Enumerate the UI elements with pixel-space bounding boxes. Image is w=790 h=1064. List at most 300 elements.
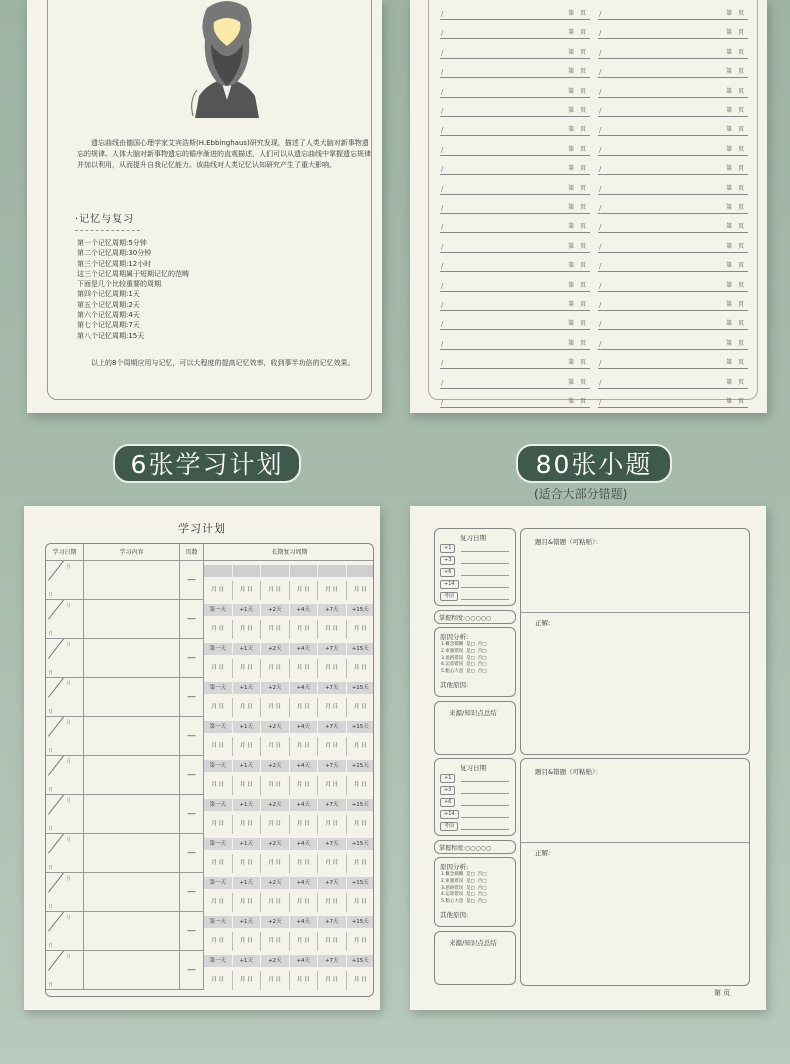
period-item: 第四个记忆周期:1天: [77, 290, 140, 299]
line-rule: [598, 252, 748, 253]
line-rule: [440, 19, 590, 20]
index-line: [440, 21, 590, 39]
cycle-cell: 第一天: [204, 877, 233, 889]
blank-cell: [290, 565, 319, 577]
slash-mark: /: [599, 242, 602, 251]
index-line: [440, 235, 590, 253]
line-rule: [440, 97, 590, 98]
review-date-row: [204, 620, 374, 640]
month-day-cell: 月 日: [204, 776, 233, 796]
month-label: 月: [66, 876, 72, 882]
month-day-cell: 月 日: [347, 815, 375, 835]
index-line: [598, 21, 748, 39]
month-day-cell: 月 日: [318, 854, 347, 874]
cycle-cell: +7天: [318, 799, 347, 811]
date-divider: [48, 951, 78, 971]
cycle-cell: +4天: [290, 799, 319, 811]
month-day-cell: 月 日: [233, 815, 262, 835]
month-day-cell: 月 日: [347, 932, 375, 952]
month-day-cell: 月 日: [261, 854, 290, 874]
cycle-cell: +7天: [318, 955, 347, 967]
index-line: [440, 118, 590, 136]
chip-line: [461, 793, 509, 794]
line-rule: [598, 349, 748, 350]
index-line: [598, 390, 748, 408]
index-line: [598, 371, 748, 389]
slash-mark: /: [599, 301, 602, 309]
period-item: 下面是几个比较重要的周期: [77, 280, 161, 289]
date-cell: [46, 717, 84, 755]
line-rule: [440, 38, 590, 39]
date-cell: [46, 639, 84, 677]
index-line: [598, 235, 748, 253]
month-day-cell: 月 日: [233, 893, 262, 913]
content-cell: [84, 795, 180, 833]
slash-mark: /: [599, 48, 602, 57]
cycle-cell: 第一天: [204, 838, 233, 850]
day-label: 日: [48, 826, 54, 832]
plan-entry-row: [46, 834, 204, 873]
cycle-cell: +7天: [318, 760, 347, 772]
month-day-cell: 月 日: [318, 737, 347, 757]
plan-entry-row: [46, 873, 204, 912]
day-label: 日: [48, 709, 54, 715]
slash-mark: /: [441, 223, 444, 232]
day-label: 日: [48, 748, 54, 754]
page-label: 第 页: [726, 204, 746, 211]
day-label: 日: [48, 631, 54, 637]
slash-mark: /: [599, 184, 602, 193]
content-cell: [84, 561, 180, 599]
line-rule: [440, 213, 590, 214]
page-label: 第 页: [726, 301, 746, 308]
pages-cell: —: [180, 600, 204, 638]
month-day-cell: 月 日: [204, 893, 233, 913]
month-day-cell: 月 日: [233, 971, 262, 991]
line-rule: [598, 213, 748, 214]
slash-mark: /: [599, 223, 602, 232]
page-label: 第 页: [568, 339, 588, 347]
month-day-cell: 月 日: [261, 971, 290, 991]
slash-mark: /: [441, 29, 444, 38]
cycle-cell: +2天: [261, 643, 290, 655]
month-day-cell: 月 日: [347, 581, 375, 601]
month-day-cell: 月 日: [318, 971, 347, 991]
page-label: 第 页: [726, 281, 746, 289]
line-rule: [598, 271, 748, 272]
index-line: [598, 254, 748, 272]
month-day-cell: 月 日: [347, 893, 375, 913]
slash-mark: /: [441, 204, 444, 212]
pages-cell: —: [180, 756, 204, 794]
small-question-badge: 80张小题: [516, 444, 672, 483]
pages-cell: —: [180, 561, 204, 599]
month-label: 月: [66, 915, 72, 921]
month-day-cell: 月 日: [318, 893, 347, 913]
index-line: [598, 41, 748, 59]
chip-line: [461, 805, 509, 806]
index-line: [598, 196, 748, 214]
index-line: [440, 332, 590, 350]
ebbinghaus-portrait: [177, 0, 277, 118]
month-day-cell: 月 日: [290, 659, 319, 679]
cycle-cell: +2天: [261, 799, 290, 811]
month-day-cell: 月 日: [261, 698, 290, 718]
cycle-cell: +2天: [261, 916, 290, 928]
month-day-cell: 月 日: [233, 932, 262, 952]
day-label: 日: [48, 670, 54, 676]
plan-entry-row: [46, 561, 204, 600]
cycle-cell: +4天: [290, 721, 319, 733]
review-chip: +6: [440, 798, 455, 807]
line-rule: [440, 291, 590, 292]
slash-mark: /: [599, 378, 602, 387]
slash-mark: /: [599, 126, 602, 135]
cycle-cell: +15天: [347, 799, 375, 811]
content-cell: [84, 639, 180, 677]
cycle-cell: +15天: [347, 643, 375, 655]
cycle-cell: +7天: [318, 916, 347, 928]
cycle-cell: +1天: [233, 916, 262, 928]
line-rule: [440, 407, 590, 408]
line-rule: [598, 97, 748, 98]
slash-mark: /: [599, 107, 602, 115]
index-line: [440, 351, 590, 369]
cycle-cell: +4天: [290, 838, 319, 850]
header-review-cycle: 长期复习周期: [204, 544, 374, 561]
date-cell: [46, 678, 84, 716]
page-label: 第 页: [726, 223, 746, 231]
answer-label: 正解:: [535, 849, 551, 857]
review-date-row: [204, 854, 374, 874]
review-chip: 考前: [440, 592, 458, 601]
page-label: 第 页: [726, 68, 746, 76]
index-line: [440, 2, 590, 20]
review-cycle-row: [204, 678, 374, 698]
cycle-cell: +1天: [233, 838, 262, 850]
pages-cell: —: [180, 678, 204, 716]
month-day-cell: 月 日: [204, 581, 233, 601]
month-label: 月: [66, 720, 72, 726]
slash-mark: /: [441, 145, 444, 154]
content-cell: [84, 600, 180, 638]
page-label: 第 页: [726, 87, 746, 95]
cycle-cell: +4天: [290, 955, 319, 967]
line-rule: [598, 155, 748, 156]
month-day-cell: 月 日: [204, 971, 233, 991]
question-label: 题目&错题（可粘贴）：: [535, 538, 602, 546]
pages-cell: —: [180, 639, 204, 677]
line-rule: [598, 407, 748, 408]
index-line: [598, 332, 748, 350]
study-plan-table: [45, 543, 374, 997]
cycle-cell: +2天: [261, 877, 290, 889]
month-label: 月: [66, 681, 72, 687]
line-rule: [440, 155, 590, 156]
source-label: 来源/知识点总结: [449, 939, 497, 947]
line-rule: [440, 388, 590, 389]
date-divider: [48, 639, 78, 659]
blank-cell: [204, 565, 233, 577]
date-divider: [48, 873, 78, 893]
cycle-cell: +7天: [318, 838, 347, 850]
page-label: 第 页: [726, 29, 746, 37]
month-label: 月: [66, 564, 72, 570]
period-item: 第八个记忆周期:15天: [77, 331, 145, 340]
slash-mark: /: [599, 339, 602, 348]
review-cycle-row: [204, 717, 374, 737]
month-day-cell: 月 日: [318, 698, 347, 718]
period-item: 第七个记忆周期:7天: [77, 321, 140, 330]
lined-index-page: [410, 0, 767, 413]
review-date-row: [204, 971, 374, 991]
page-label: 第 页: [568, 184, 588, 192]
review-chip: +6: [440, 568, 455, 577]
review-chip: +3: [440, 556, 455, 565]
cycle-cell: +1天: [233, 682, 262, 694]
cycle-cell: +4天: [290, 643, 319, 655]
month-day-cell: 月 日: [290, 815, 319, 835]
cycle-cell: +7天: [318, 643, 347, 655]
study-plan-badge: 6张学习计划: [113, 444, 301, 483]
slash-mark: /: [599, 281, 602, 290]
cycle-cell: 第一天: [204, 955, 233, 967]
cycle-cell: +15天: [347, 877, 375, 889]
review-cycle-row: [204, 912, 374, 932]
content-cell: [84, 717, 180, 755]
slash-mark: /: [441, 339, 444, 348]
slash-mark: /: [599, 204, 602, 212]
date-cell: [46, 795, 84, 833]
date-divider: [48, 717, 78, 737]
month-day-cell: 月 日: [204, 737, 233, 757]
plan-entry-row: [46, 795, 204, 834]
review-date-label: 复习日期: [460, 764, 486, 772]
page-label: 第 页: [726, 359, 746, 367]
month-label: 月: [66, 603, 72, 609]
cycle-cell: +1天: [233, 721, 262, 733]
period-item: 第二个记忆周期:30分钟: [77, 249, 152, 258]
index-line: [598, 293, 748, 311]
month-day-cell: 月 日: [290, 737, 319, 757]
month-day-cell: 月 日: [318, 776, 347, 796]
line-rule: [440, 232, 590, 233]
ebbinghaus-page: [27, 0, 382, 413]
slash-mark: /: [441, 68, 444, 77]
line-rule: [598, 174, 748, 175]
chip-line: [461, 829, 509, 830]
month-day-cell: 月 日: [347, 698, 375, 718]
cycle-cell: +4天: [290, 760, 319, 772]
source-box: [434, 701, 516, 755]
month-label: 月: [66, 798, 72, 804]
page-label: 第 页: [568, 87, 588, 95]
cycle-cell: +4天: [290, 682, 319, 694]
slash-mark: /: [599, 165, 602, 174]
cycle-cell: +15天: [347, 760, 375, 772]
page-label: 第 页: [726, 184, 746, 192]
mastery-label: 掌握程度:○○○○○: [439, 845, 492, 852]
date-cell: [46, 912, 84, 950]
plan-entry-row: [46, 912, 204, 951]
blank-cell: [261, 565, 290, 577]
month-day-cell: 月 日: [261, 659, 290, 679]
cycle-cell: 第一天: [204, 604, 233, 616]
month-day-cell: 月 日: [261, 737, 290, 757]
line-rule: [440, 135, 590, 136]
cycle-cell: +4天: [290, 877, 319, 889]
line-rule: [440, 349, 590, 350]
month-day-cell: 月 日: [261, 815, 290, 835]
date-divider: [48, 756, 78, 776]
page-label: 第 页: [726, 145, 746, 153]
slash-mark: /: [599, 262, 602, 271]
slash-mark: /: [441, 301, 444, 309]
cycle-cell: +2天: [261, 682, 290, 694]
header-date: 学习日期: [46, 544, 84, 561]
chip-line: [461, 575, 509, 576]
page-label: 第 页: [568, 359, 588, 367]
date-cell: [46, 600, 84, 638]
pages-cell: —: [180, 873, 204, 911]
plan-entry-row: [46, 951, 204, 990]
month-day-cell: 月 日: [290, 776, 319, 796]
month-day-cell: 月 日: [233, 854, 262, 874]
content-cell: [84, 873, 180, 911]
month-day-cell: 月 日: [290, 854, 319, 874]
header-pages: 页数: [180, 544, 204, 561]
month-day-cell: 月 日: [204, 854, 233, 874]
slash-mark: /: [599, 398, 602, 406]
date-divider: [48, 912, 78, 932]
month-label: 月: [66, 954, 72, 960]
month-day-cell: 月 日: [347, 776, 375, 796]
question-box: [520, 758, 750, 986]
index-line: [598, 215, 748, 233]
slash-mark: /: [599, 68, 602, 77]
line-rule: [598, 310, 748, 311]
pages-cell: —: [180, 795, 204, 833]
month-day-cell: 月 日: [290, 620, 319, 640]
plan-entry-row: [46, 717, 204, 756]
month-day-cell: 月 日: [261, 620, 290, 640]
date-cell: [46, 756, 84, 794]
day-label: 日: [48, 787, 54, 793]
badge-subtitle: (适合大部分错题): [534, 487, 628, 501]
month-day-cell: 月 日: [261, 776, 290, 796]
slash-mark: /: [441, 10, 444, 18]
month-day-cell: 月 日: [204, 932, 233, 952]
period-item: 第一个记忆周期:5分钟: [77, 239, 147, 247]
month-day-cell: 月 日: [204, 659, 233, 679]
index-line: [598, 177, 748, 195]
month-day-cell: 月 日: [204, 698, 233, 718]
month-day-cell: 月 日: [347, 737, 375, 757]
line-rule: [440, 329, 590, 330]
month-day-cell: 月 日: [347, 620, 375, 640]
date-divider: [48, 834, 78, 854]
index-line: [440, 80, 590, 98]
source-label: 来源/知识点总结: [449, 709, 497, 717]
review-cycle-row: [204, 873, 374, 893]
day-label: 日: [48, 943, 54, 949]
page-title: 学习计划: [178, 522, 226, 535]
content-cell: [84, 912, 180, 950]
line-rule: [440, 252, 590, 253]
slash-mark: /: [599, 87, 602, 96]
slash-mark: /: [599, 320, 602, 329]
review-date-box: [434, 758, 516, 836]
slash-mark: /: [441, 378, 444, 387]
page-label: 第 页: [568, 29, 588, 37]
month-day-cell: 月 日: [318, 620, 347, 640]
review-chip: +1: [440, 544, 455, 553]
review-chip: +1: [440, 774, 455, 783]
review-date-row: [204, 815, 374, 835]
month-day-cell: 月 日: [347, 659, 375, 679]
line-rule: [598, 116, 748, 117]
month-day-cell: 月 日: [290, 932, 319, 952]
line-rule: [598, 19, 748, 20]
index-line: [598, 118, 748, 136]
question-box: [520, 528, 750, 755]
slash-mark: /: [599, 359, 602, 368]
cycle-cell: +15天: [347, 838, 375, 850]
index-line: [440, 196, 590, 214]
plan-entry-row: [46, 756, 204, 795]
review-date-label: 复习日期: [460, 534, 486, 542]
cycle-cell: +15天: [347, 916, 375, 928]
reason-label: 原因分析:: [440, 863, 469, 871]
line-rule: [440, 77, 590, 78]
index-line: [598, 312, 748, 330]
question-label: 题目&错题（可粘贴）：: [535, 768, 602, 776]
page-label: 第 页: [726, 48, 746, 56]
intro-paragraph: 遗忘曲线由德国心理学家艾宾浩斯(H.Ebbinghaus)研究发现，描述了人类大脑对新事物遗忘的规律。人体大脑对新事物遗忘的循序渐进的直观描述，人们可以从遗忘曲线中掌握遗忘规律并加以利用，从而提升自我记忆能力。该曲线对人类记忆认知研究产生了重大影响。: [77, 139, 371, 169]
page-label: 第 页: [726, 242, 746, 250]
date-divider: [48, 678, 78, 698]
slash-mark: /: [441, 126, 444, 135]
reason-box: [434, 627, 516, 697]
month-day-cell: 月 日: [290, 581, 319, 601]
slash-mark: /: [441, 165, 444, 174]
month-day-cell: 月 日: [318, 932, 347, 952]
index-line: [440, 157, 590, 175]
page-label: 第 页: [568, 48, 588, 56]
slash-mark: /: [599, 145, 602, 154]
date-divider: [48, 561, 78, 581]
pages-cell: —: [180, 912, 204, 950]
mastery-label: 掌握程度:○○○○○: [439, 615, 492, 622]
question-divider: [521, 612, 749, 613]
page-label: 第 页: [726, 378, 746, 386]
period-list: [77, 238, 189, 341]
index-line: [598, 99, 748, 117]
month-day-cell: 月 日: [233, 620, 262, 640]
line-rule: [598, 329, 748, 330]
index-line: [598, 138, 748, 156]
date-cell: [46, 951, 84, 989]
slash-mark: /: [441, 262, 444, 271]
day-label: 日: [48, 904, 54, 910]
review-chip: +14: [440, 580, 459, 589]
review-date-row: [204, 581, 374, 601]
plan-entry-row: [46, 600, 204, 639]
index-line: [598, 60, 748, 78]
cycle-cell: +1天: [233, 643, 262, 655]
line-rule: [598, 135, 748, 136]
cycle-cell: +1天: [233, 604, 262, 616]
